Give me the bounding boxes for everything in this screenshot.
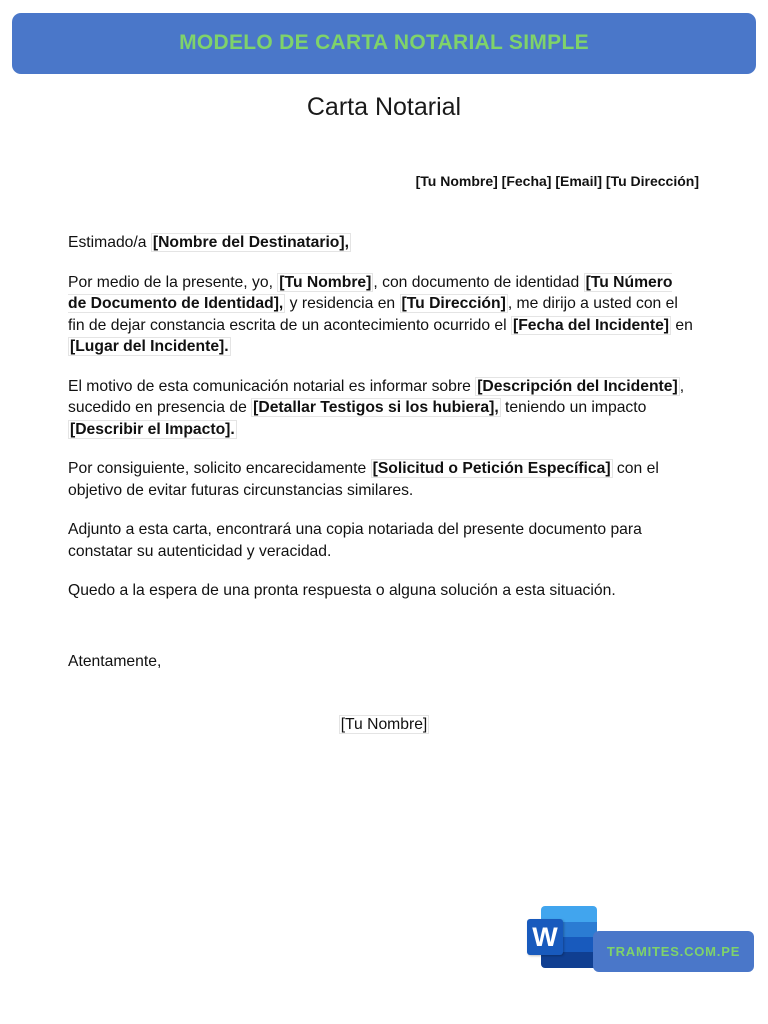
site-badge <box>593 931 754 972</box>
text-run: y residencia en <box>285 295 400 312</box>
text-run: , me dirijo a usted con el fin de dejar constancia escrita de un acontecimiento ocurrido el <box>68 295 678 334</box>
text-run: , sucedido en presencia de <box>68 377 685 416</box>
text-run: teniendo un impacto <box>500 399 647 416</box>
header-banner <box>12 13 756 74</box>
banner-title: MODELO DE CARTA NOTARIAL SIMPLE <box>179 30 589 54</box>
text-run: Por medio de la presente, yo, <box>68 273 278 291</box>
incident-description-placeholder: [Descripción del Incidente] <box>477 377 678 395</box>
impact-placeholder: [Describir el Impacto]. <box>70 420 235 438</box>
witnesses-placeholder: [Detallar Testigos si los hubiera], <box>253 399 499 416</box>
sender-info-line: [Tu Nombre] [Fecha] [Email] [Tu Dirección] <box>415 173 699 189</box>
address-placeholder: [Tu Dirección] <box>401 295 506 312</box>
greeting-text: Estimado/a <box>68 234 151 251</box>
paragraph-intro <box>68 272 693 358</box>
paragraph-motive <box>68 376 693 441</box>
signature-line <box>0 716 768 734</box>
microsoft-word-icon <box>527 906 597 968</box>
paragraph-request <box>68 458 693 501</box>
signature-placeholder: [Tu Nombre] <box>340 716 428 733</box>
word-icon-letter: W <box>527 919 563 955</box>
paragraph-awaiting: Quedo a la espera de una pronta respuesta o alguna solución a esta situación. <box>68 582 616 599</box>
greeting <box>68 232 693 254</box>
letter-body <box>68 232 693 620</box>
request-placeholder: [Solicitud o Petición Específica] <box>372 460 611 477</box>
text-run: , con documento de identidad <box>373 273 584 291</box>
incident-place-placeholder: [Lugar del Incidente]. <box>70 338 229 355</box>
recipient-placeholder: [Nombre del Destinatario], <box>152 234 349 251</box>
closing-text: Atentamente, <box>68 653 162 670</box>
site-badge-text: TRAMITES.COM.PE <box>606 944 741 959</box>
id-number-placeholder: [Tu Número de Documento de Identidad], <box>68 273 673 312</box>
text-run: Por consiguiente, solicito encarecidamente <box>68 460 371 477</box>
name-placeholder: [Tu Nombre] <box>279 273 372 291</box>
incident-date-placeholder: [Fecha del Incidente] <box>513 316 670 334</box>
text-run: El motivo de esta comunicación notarial es informar sobre <box>68 377 476 395</box>
paragraph-attachment: Adjunto a esta carta, encontrará una copia notariada del presente documento para constatar su autenticidad y veracidad. <box>68 521 642 560</box>
text-run: en <box>671 316 693 334</box>
text-run: con el objetivo de evitar futuras circunstancias similares. <box>68 460 659 499</box>
document-title: Carta Notarial <box>306 93 462 121</box>
